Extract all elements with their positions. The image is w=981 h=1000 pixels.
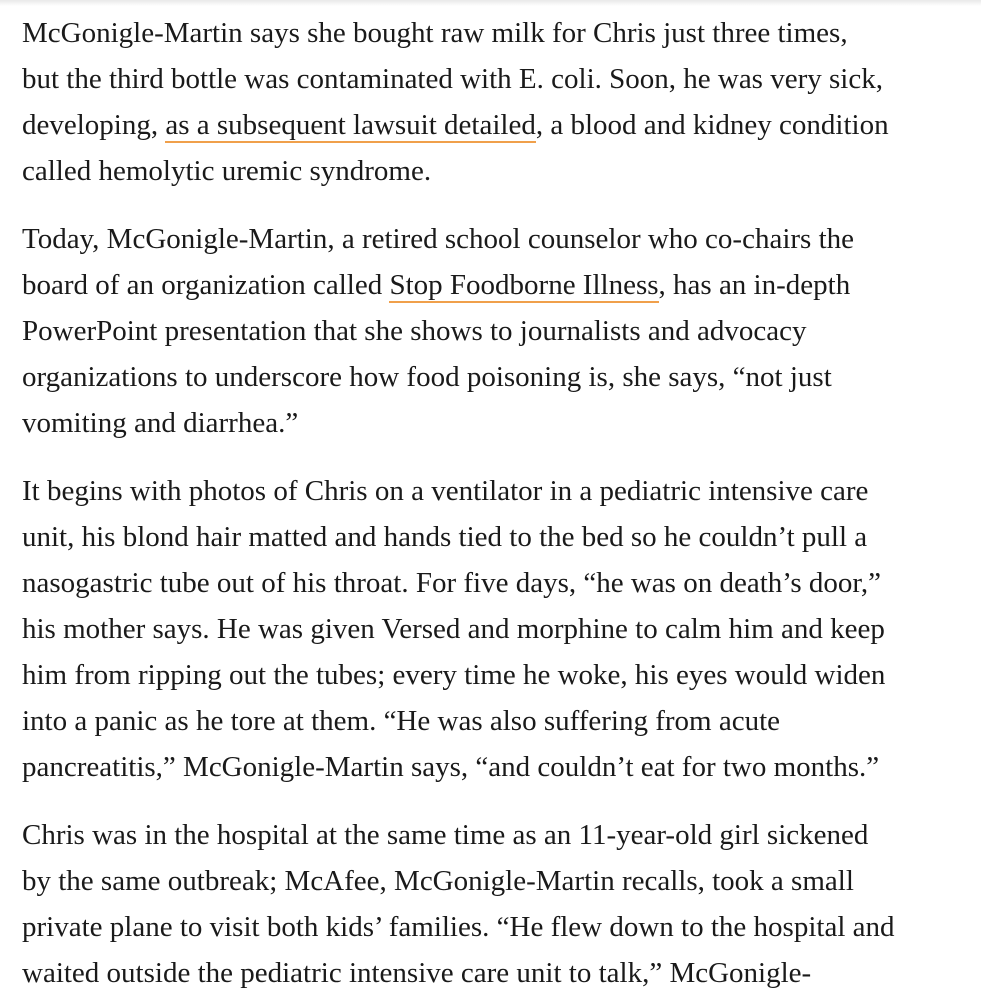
paragraph-4 — [22, 812, 972, 996]
text-line: but the third bottle was contaminated with E. coli. Soon, he was very sick, — [22, 63, 883, 95]
text-line: organizations to underscore how food poisoning is, she says, “not just — [22, 361, 832, 393]
paragraph-1 — [22, 10, 972, 194]
text-line: him from ripping out the tubes; every time he woke, his eyes would widen — [22, 659, 886, 691]
text-line: called hemolytic uremic syndrome. — [22, 155, 432, 187]
paragraph-2 — [22, 216, 972, 446]
text-line: pancreatitis,” McGonigle-Martin says, “and couldn’t eat for two months.” — [22, 751, 880, 783]
text-line: by the same outbreak; McAfee, McGonigle-Martin recalls, took a small — [22, 865, 854, 897]
text-segment: , has an in-depth — [658, 269, 851, 301]
paragraph-3 — [22, 468, 972, 790]
text-line: Today, McGonigle-Martin, a retired school counselor who co-chairs the — [22, 223, 854, 255]
text-line — [22, 102, 972, 148]
stop-foodborne-illness-link[interactable]: Stop Foodborne Illness — [389, 269, 659, 301]
text-segment: board of an organization called — [22, 269, 390, 301]
text-line: his mother says. He was given Versed and morphine to calm him and keep — [22, 613, 885, 645]
text-line: private plane to visit both kids’ families. “He flew down to the hospital and — [22, 911, 895, 943]
text-line: vomiting and diarrhea.” — [22, 407, 299, 439]
lawsuit-link[interactable]: as a subsequent lawsuit detailed — [165, 109, 536, 141]
text-line: PowerPoint presentation that she shows to journalists and advocacy — [22, 315, 807, 347]
text-segment: , a blood and kidney condition — [535, 109, 889, 141]
text-line: McGonigle-Martin says she bought raw milk for Chris just three times, — [22, 17, 848, 49]
text-line: unit, his blond hair matted and hands tied to the bed so he couldn’t pull a — [22, 521, 868, 553]
text-line — [22, 262, 972, 308]
text-segment: developing, — [22, 109, 166, 141]
text-line: waited outside the pediatric intensive care unit to talk,” McGonigle- — [22, 957, 812, 989]
text-line: into a panic as he tore at them. “He was also suffering from acute — [22, 705, 781, 737]
text-line: nasogastric tube out of his throat. For five days, “he was on death’s door,” — [22, 567, 881, 599]
text-line: It begins with photos of Chris on a ventilator in a pediatric intensive care — [22, 475, 869, 507]
text-line: Chris was in the hospital at the same time as an 11-year-old girl sickened — [22, 819, 869, 851]
